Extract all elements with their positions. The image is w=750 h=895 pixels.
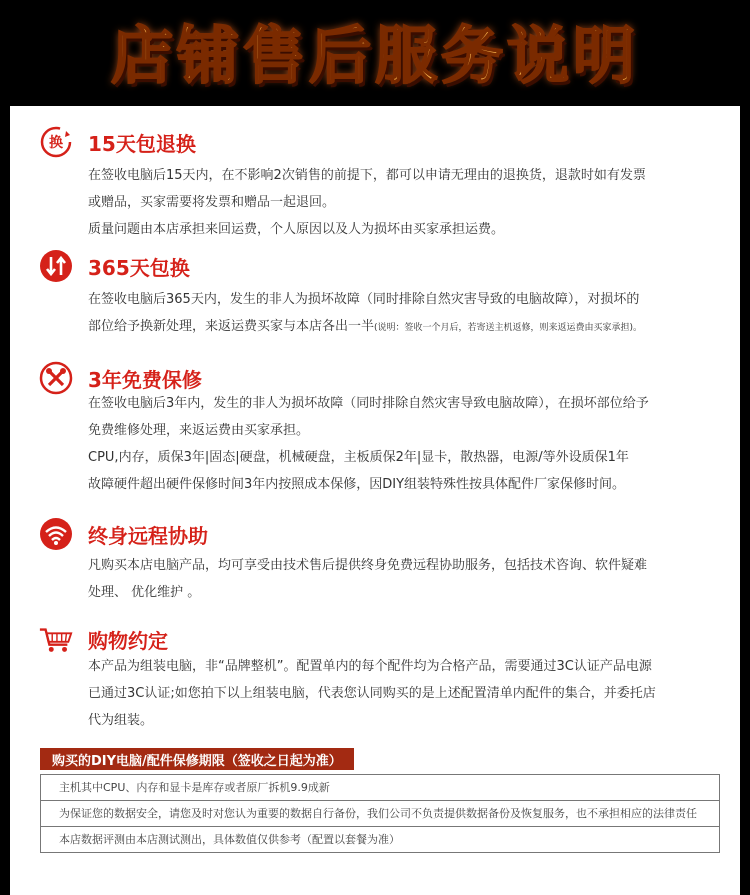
text-line [88,313,720,340]
section-body [88,390,720,498]
tools-icon [38,360,74,396]
text-line: 处理、 优化维护 。 [88,585,201,600]
text-line-main: 部位给予换新处理，来返运费买家与本店各出一半 [88,319,375,334]
section-body [88,653,720,734]
text-line: 已通过3C认证;如您拍下以上组装电脑，代表您认同购买的是上述配置清单内配件的集合，并委托店 [88,686,656,701]
swap-arrows-icon [38,248,74,284]
table-row: 主机其中CPU、内存和显卡是库存或者原厂拆机9.9成新 [41,775,719,801]
section-body [88,162,720,243]
table-row: 本店数据评测由本店测试测出，具体数值仅供参考（配置以套餐为准） [41,827,719,853]
section-title: 终身远程协助 [88,523,208,548]
note-text: (说明：签收一个月后，若寄送主机返修，则来返运费由买家承担)。 [374,323,643,333]
section-header [38,248,190,284]
text-line: 质量问题由本店承担来回运费，个人原因以及人为损坏由买家承担运费。 [88,222,505,237]
text-line: 本产品为组装电脑，非“品牌整机”。配置单内的每个配件均为合格产品，需要通过3C认证产品电源 [88,659,652,674]
banner-title: 店铺售后服务说明 [110,18,639,92]
text-line: 免费维修处理，来返运费由买家承担。 [88,423,310,438]
text-line: 在签收电脑后15天内，在不影响2次销售的前提下，都可以申请无理由的退换货，退款时如有发票 [88,168,646,183]
section-body [88,286,720,340]
warranty-table [40,774,720,853]
section-header [38,516,208,552]
table-row: 为保证您的数据安全，请您及时对您认为重要的数据自行备份，我们公司不负责提供数据备份及恢复服务，也不承担相应的法律责任 [41,801,719,827]
banner [0,0,750,100]
section-title: 3年免费保修 [88,367,202,392]
shopping-cart-icon [38,621,74,657]
section-title: 购物约定 [88,628,168,653]
section-body [88,552,720,606]
warranty-period-header: 购买的DIY电脑/配件保修期限（签收之日起为准） [40,748,354,770]
exchange-icon [38,124,74,160]
text-line: 凡购买本店电脑产品，均可享受由技术售后提供终身免费远程协助服务，包括技术咨询、软件疑难 [88,558,648,573]
text-line: 故障硬件超出硬件保修时间3年内按照成本保修，因DIY组装特殊性按具体配件厂家保修时间。 [88,477,626,492]
wifi-icon [38,516,74,552]
content-card [10,106,740,895]
section-title: 365天包换 [88,255,190,280]
text-line: 在签收电脑后365天内，发生的非人为损坏故障（同时排除自然灾害导致的电脑故障），对损坏的 [88,292,640,307]
section-header [38,124,196,160]
text-line: 在签收电脑后3年内，发生的非人为损坏故障（同时排除自然灾害导致电脑故障），在损坏部位给予 [88,396,649,411]
section-title: 15天包退换 [88,131,196,156]
text-line: 代为组装。 [88,713,154,728]
section-header [38,621,168,657]
svg-text:换: 换 [49,135,63,151]
text-line: CPU,内存，质保3年|固态|硬盘，机械硬盘，主板质保2年|显卡，散热器，电源/等外设质保1年 [88,450,629,465]
text-line: 或赠品，买家需要将发票和赠品一起退回。 [88,195,336,210]
